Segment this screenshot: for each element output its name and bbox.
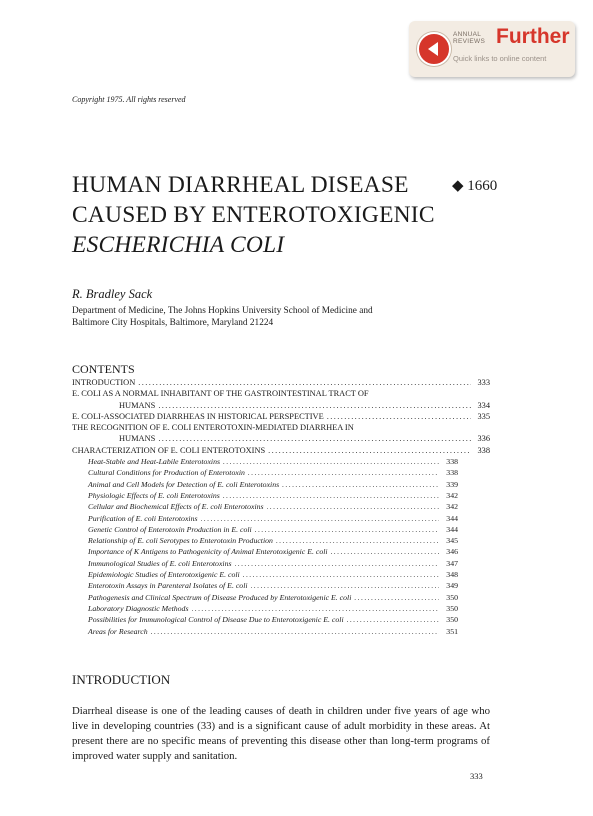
toc-entry-page: 350 <box>446 615 458 625</box>
toc-leader-dots <box>223 490 439 501</box>
affiliation-line-2: Baltimore City Hospitals, Baltimore, Maryland 21224 <box>72 318 274 328</box>
toc-entry-label: THE RECOGNITION OF E. COLI ENTEROTOXIN-MEDIATED DIARRHEA IN <box>72 423 354 433</box>
toc-entry-page: 338 <box>477 445 490 455</box>
toc-leader-dots <box>223 456 439 467</box>
toc-entry[interactable] <box>72 558 458 569</box>
toc-entry-label: Areas for Research <box>88 626 148 636</box>
toc-entry[interactable] <box>72 603 458 614</box>
toc-entry-label: CHARACTERIZATION OF E. COLI ENTEROTOXINS <box>72 445 266 455</box>
toc-leader-dots <box>235 558 440 569</box>
toc-entry-label: Possibilities for Immunological Control of Disease Due to Enterotoxigenic E. coli <box>88 615 344 625</box>
toc-entry[interactable] <box>72 433 490 444</box>
toc-entry-label: Importance of K Antigens to Pathogenicity of Animal Enterotoxigenic E. coli <box>88 547 328 557</box>
toc-entry-page: 350 <box>446 603 458 613</box>
toc-leader-dots <box>192 603 440 614</box>
toc-entry-label: Enterotoxin Assays in Parenteral Isolates of E. coli <box>88 581 248 591</box>
toc-leader-dots <box>158 400 471 411</box>
toc-entry-page: 339 <box>446 479 458 489</box>
toc-entry[interactable] <box>72 535 458 546</box>
badge-further: Further <box>496 25 570 48</box>
toc-entry[interactable] <box>72 411 490 422</box>
toc-entry-page: 336 <box>477 434 490 444</box>
toc-leader-dots <box>243 569 439 580</box>
toc-entry-label: E. COLI AS A NORMAL INHABITANT OF THE GASTROINTESTINAL TRACT OF <box>72 389 369 399</box>
toc-entry-label: Immunological Studies of E. coli Enterotoxins <box>88 558 232 568</box>
toc-entry-label: Cultural Conditions for Production of Enterotoxin <box>88 468 245 478</box>
copyright-notice: Copyright 1975. All rights reserved <box>72 95 186 104</box>
toc-entry[interactable] <box>72 546 458 557</box>
toc-entry[interactable] <box>72 501 458 512</box>
toc-entry-label: Purification of E. coli Enterotoxins <box>88 513 198 523</box>
toc-entry-page: 344 <box>446 524 458 534</box>
article-title <box>72 170 452 260</box>
toc-entry-label: Laboratory Diagnostic Methods <box>88 603 189 613</box>
badge-annual: ANNUAL <box>453 31 482 38</box>
toc-leader-dots <box>201 513 439 524</box>
toc-entry[interactable] <box>72 422 490 433</box>
toc-entry-page: 349 <box>446 581 458 591</box>
toc-entry-page: 338 <box>446 457 458 467</box>
toc-entry-page: 344 <box>446 513 458 523</box>
toc-entry-page: 334 <box>477 400 490 410</box>
introduction-paragraph: Diarrheal disease is one of the leading causes of death in children under five years of age who live in developing countries (33) and is a significant cause of adult morbidity in these areas. At present there are no specific means of preventing this disease other than long-term programs of improved water supply and sanitation. <box>72 705 490 762</box>
table-of-contents <box>72 377 490 637</box>
toc-entry-label: E. COLI-ASSOCIATED DIARRHEAS IN HISTORICAL PERSPECTIVE <box>72 411 324 421</box>
toc-entry[interactable] <box>72 456 458 467</box>
toc-leader-dots <box>248 467 439 478</box>
toc-entry[interactable] <box>72 569 458 580</box>
toc-entry-page: 351 <box>446 626 458 636</box>
toc-entry[interactable] <box>72 614 458 625</box>
toc-leader-dots <box>354 592 439 603</box>
toc-entry-label: Epidemiologic Studies of Enterotoxigenic E. coli <box>88 570 240 580</box>
toc-entry[interactable] <box>72 626 458 637</box>
contents-heading: CONTENTS <box>72 362 135 376</box>
toc-entry-page: 333 <box>477 378 490 387</box>
toc-entry[interactable] <box>72 580 458 591</box>
toc-entry[interactable] <box>72 445 490 456</box>
toc-leader-dots <box>276 535 439 546</box>
badge-publisher <box>453 31 485 45</box>
toc-entry[interactable] <box>72 513 458 524</box>
toc-leader-dots <box>347 614 439 625</box>
toc-leader-dots <box>327 411 471 422</box>
toc-entry-label: HUMANS <box>119 434 156 444</box>
toc-entry[interactable] <box>72 467 458 478</box>
toc-entry[interactable] <box>72 479 458 490</box>
toc-leader-dots <box>267 501 439 512</box>
toc-entry-label: Genetic Control of Enterotoxin Production in E. coli <box>88 524 252 534</box>
toc-leader-dots <box>158 433 471 444</box>
page-number: 333 <box>470 771 483 781</box>
toc-entry-page: 338 <box>446 468 458 478</box>
toc-entry[interactable] <box>72 490 458 501</box>
annual-reviews-logo-icon <box>417 32 451 66</box>
toc-entry[interactable] <box>72 592 458 603</box>
toc-entry-page: 348 <box>446 570 458 580</box>
badge-reviews: REVIEWS <box>453 38 486 45</box>
toc-entry-page: 342 <box>446 502 458 512</box>
author-affiliation <box>72 305 492 329</box>
title-line-3: ESCHERICHIA COLI <box>72 232 285 258</box>
toc-entry-label: Pathogenesis and Clinical Spectrum of Disease Produced by Enterotoxigenic E. coli <box>88 592 352 602</box>
toc-entry-label: Animal and Cell Models for Detection of E. coli Enterotoxins <box>88 479 280 489</box>
affiliation-line-1: Department of Medicine, The Johns Hopkins University School of Medicine and <box>72 306 373 316</box>
toc-leader-dots <box>282 479 439 490</box>
toc-leader-dots <box>268 445 471 456</box>
toc-leader-dots <box>251 580 439 591</box>
toc-entry-page: 335 <box>477 411 490 421</box>
toc-entry-label: Physiologic Effects of E. coli Enterotoxins <box>88 490 220 500</box>
toc-leader-dots <box>255 524 439 535</box>
badge-subtitle: Quick links to online content <box>453 54 547 63</box>
toc-entry-page: 345 <box>446 536 458 546</box>
toc-entry-label: Cellular and Biochemical Effects of E. coli Enterotoxins <box>88 502 264 512</box>
toc-entry-page: 342 <box>446 490 458 500</box>
toc-entry-page: 346 <box>446 547 458 557</box>
toc-entry[interactable] <box>72 388 490 399</box>
toc-leader-dots <box>331 546 439 557</box>
reference-number: ◆ 1660 <box>452 178 498 194</box>
toc-entry[interactable] <box>72 524 458 535</box>
toc-entry-label: Relationship of E. coli Serotypes to Enterotoxin Production <box>88 536 273 546</box>
title-line-1: HUMAN DIARRHEAL DISEASE <box>72 172 409 198</box>
introduction-heading: INTRODUCTION <box>72 672 171 687</box>
toc-entry[interactable] <box>72 377 490 388</box>
author-name: R. Bradley Sack <box>72 287 153 301</box>
toc-entry-label: HUMANS <box>119 400 156 410</box>
toc-leader-dots <box>138 377 471 388</box>
toc-entry-page: 350 <box>446 592 458 602</box>
title-line-2: CAUSED BY ENTEROTOXIGENIC <box>72 202 435 228</box>
toc-entry-page: 347 <box>446 558 458 568</box>
toc-entry-label: Heat-Stable and Heat-Labile Enterotoxins <box>88 457 221 467</box>
toc-entry[interactable] <box>72 400 490 411</box>
further-badge[interactable] <box>409 21 575 77</box>
toc-leader-dots <box>151 626 439 637</box>
toc-entry-label: INTRODUCTION <box>72 378 136 387</box>
